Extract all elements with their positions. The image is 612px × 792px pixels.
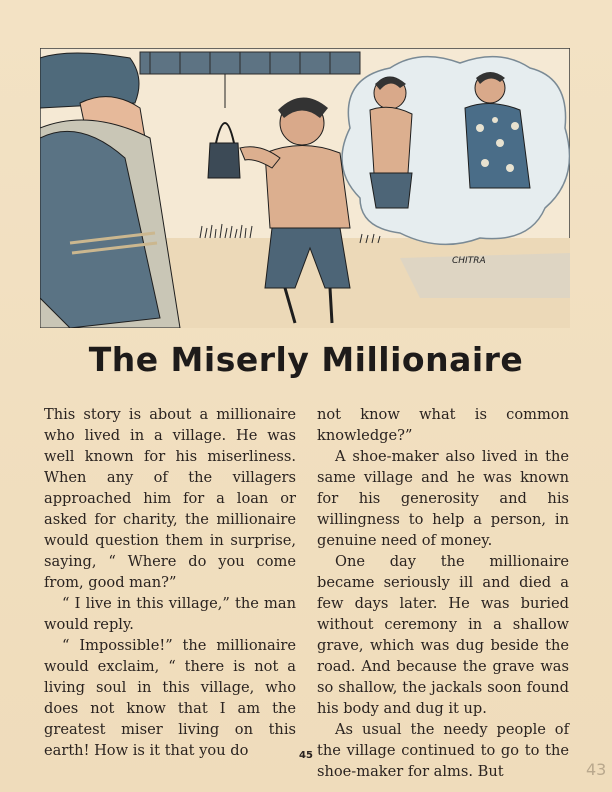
left-paragraph-1: This story is about a millionaire who lived in a village. He was well known for his miserliness. When any of the villagers approached him for a loan or asked for charity, the millionaire would question them in surprise, saying, “ Where do you come from, good man?” <box>44 406 296 591</box>
right-text-column <box>317 404 569 782</box>
story-title: The Miserly Millionaire <box>88 340 524 379</box>
right-paragraph-1: not know what is common knowledge?” <box>317 406 569 444</box>
right-paragraph-4: As usual the needy people of the village continued to go to the shoe-maker for alms. But <box>317 721 569 780</box>
right-paragraph-3: One day the millionaire became seriously ill and died a few days later. He was buried without ceremony in a shallow grave, which was dug beside the road. And because the grave was so shallow, the jackals soon found his body and dug it up. <box>317 553 569 717</box>
margin-note: 43 <box>586 760 607 779</box>
artist-signature: CHITRA <box>452 256 486 266</box>
right-paragraph-2: A shoe-maker also lived in the same village and he was known for his generosity and his willingness to help a person, in genuine need of money. <box>317 448 569 549</box>
left-text-column <box>44 404 296 761</box>
story-illustration <box>40 48 570 328</box>
left-paragraph-3: “ Impossible!” the millionaire would exclaim, “ there is not a living soul in this village, who does not know that I am the greatest miser living on this earth! How is it that you do <box>44 637 296 759</box>
left-paragraph-2: “ I live in this village,” the man would reply. <box>44 595 296 633</box>
page-number: 45 <box>299 750 313 761</box>
